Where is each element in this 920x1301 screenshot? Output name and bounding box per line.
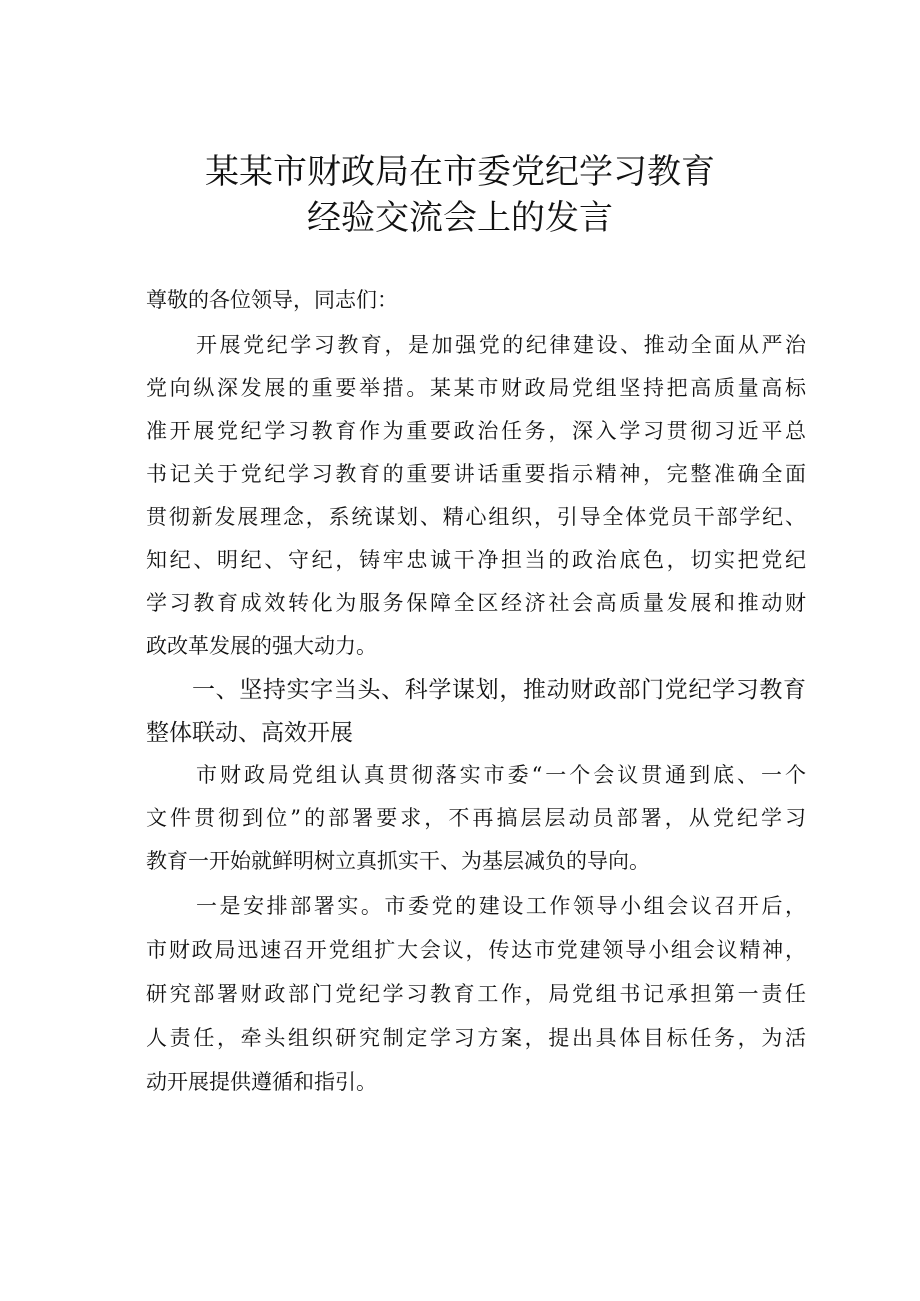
salutation: 尊敬的各位领导，同志们： — [146, 288, 398, 312]
paragraph-1-line: 知纪、明纪、守纪，铸牢忠诚干净担当的政治底色，切实把党纪 — [146, 548, 806, 572]
paragraph-1-line: 学习教育成效转化为服务保障全区经济社会高质量发展和推动财 — [146, 591, 806, 615]
paragraph-3-line: 动开展提供遵循和指引。 — [146, 1070, 377, 1094]
paragraph-1-line: 贯彻新发展理念，系统谋划、精心组织，引导全体党员干部学纪、 — [146, 505, 806, 529]
paragraph-3-line: 市财政局迅速召开党组扩大会议，传达市党建领导小组会议精神， — [146, 938, 806, 962]
paragraph-3-line: 人责任，牵头组织研究制定学习方案，提出具体目标任务，为活 — [146, 1026, 806, 1050]
document-title-line-1: 某某市财政局在市委党纪学习教育 — [205, 152, 715, 192]
paragraph-1-line: 开展党纪学习教育，是加强党的纪律建设、推动全面从严治 — [196, 333, 806, 357]
paragraph-2-line: 市财政局党组认真贯彻落实市委“一个会议贯通到底、一个 — [196, 763, 806, 787]
document-title-line-2: 经验交流会上的发言 — [307, 198, 613, 238]
paragraph-3-line: 一是安排部署实。市委党的建设工作领导小组会议召开后， — [196, 894, 806, 918]
paragraph-1-line: 准开展党纪学习教育作为重要政治任务，深入学习贯彻习近平总 — [146, 419, 806, 443]
paragraph-3-line: 研究部署财政部门党纪学习教育工作，局党组书记承担第一责任 — [146, 982, 806, 1006]
section-heading-line: 一、坚持实字当头、科学谋划，推动财政部门党纪学习教育 — [192, 677, 806, 703]
paragraph-2-line: 文件贯彻到位”的部署要求，不再搞层层动员部署，从党纪学习 — [146, 806, 806, 830]
paragraph-1-line: 党向纵深发展的重要举措。某某市财政局党组坚持把高质量高标 — [146, 376, 806, 400]
paragraph-2-line: 教育一开始就鲜明树立真抓实干、为基层减负的导向。 — [146, 849, 650, 873]
paragraph-1-line: 书记关于党纪学习教育的重要讲话重要指示精神，完整准确全面 — [146, 462, 806, 486]
section-heading-line: 整体联动、高效开展 — [146, 720, 353, 746]
paragraph-1-line: 政改革发展的强大动力。 — [146, 634, 377, 658]
